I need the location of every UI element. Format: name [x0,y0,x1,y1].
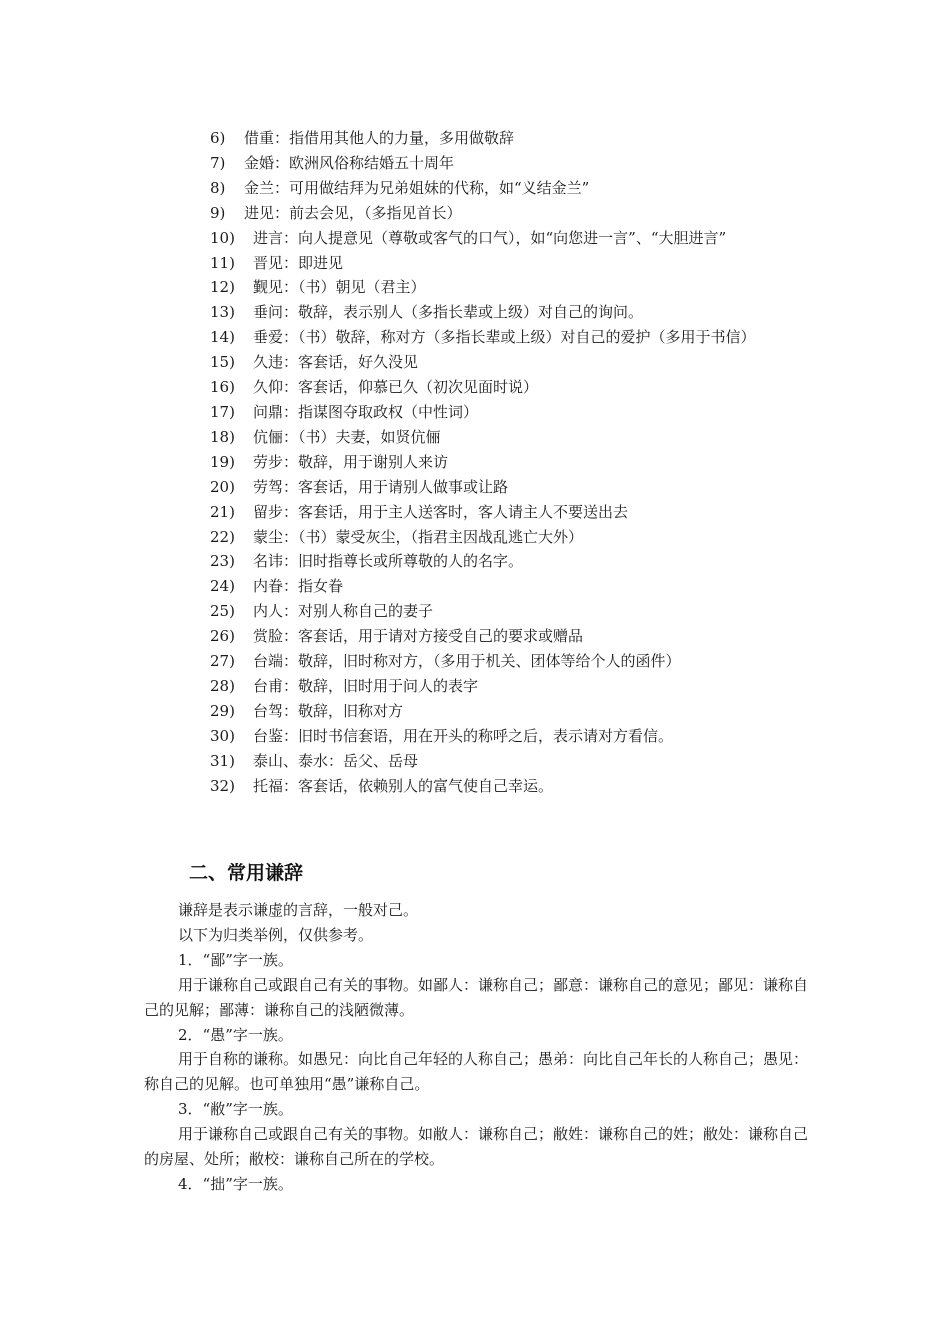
list-item [210,674,800,699]
item-number: 8) [210,178,226,197]
list-item [210,201,800,226]
list-item [210,325,800,350]
item-text: 台鉴：旧时书信套语，用在开头的称呼之后，表示请对方看信。 [253,726,674,745]
item-text: 久仰：客套话，仰慕已久（初次见面时说） [253,378,539,397]
item-text: 金婚：欧洲风俗称结婚五十周年 [244,153,455,172]
list-item [210,176,800,201]
item-number: 26) [210,627,235,646]
item-text: 劳步：敬辞，用于谢别人来访 [253,452,449,471]
section-heading: 二、常用谦辞 [189,862,304,884]
list-item [210,450,800,475]
item-number: 18) [210,427,235,446]
list-item [210,475,800,500]
list-item [210,251,800,276]
paragraph: 用于自称的谦称。如愚兄：向比自己年轻的人称自己；愚弟：向比自己年长的人称自己；愚见：称自己的见解。也可单独用“愚”谦称自己。 [144,1050,809,1094]
item-text: 内眷：指女眷 [253,577,344,596]
list-item [210,425,800,450]
item-number: 15) [210,353,235,372]
paragraph: 谦辞是表示谦虚的言辞，一般对己。 [178,901,419,919]
item-number: 11) [210,253,235,272]
paragraph: 用于谦称自己或跟自己有关的事物。如敝人：谦称自己；敝姓：谦称自己的姓；敝处：谦称自己的房屋、处所；敝校：谦称自己所在的学校。 [144,1125,809,1169]
item-text: 进言：向人提意见（尊敬或客气的口气），如“向您进一言”、“大胆进言” [253,228,727,247]
item-number: 21) [210,502,235,521]
item-number: 32) [210,776,235,795]
item-text: 伉俪：（书）夫妻，如贤伉俪 [253,427,441,446]
item-text: 名讳：旧时指尊长或所尊敬的人的名字。 [253,552,524,571]
item-text: 进见：前去会见，（多指见首长） [244,203,462,222]
item-text: 觐见：（书）朝见（君主） [253,278,426,297]
item-number: 22) [210,527,235,546]
item-text: 借重：指借用其他人的力量，多用做敬辞 [244,129,515,147]
item-text: 台甫：敬辞，旧时用于问人的表字 [253,676,479,695]
list-item [210,400,800,425]
item-number: 13) [210,303,235,322]
item-number: 20) [210,477,235,496]
list-item [210,749,800,774]
list-item [210,574,800,599]
item-number: 12) [210,278,235,297]
list-item [210,226,800,251]
item-number: 17) [210,402,235,421]
paragraph: 用于谦称自己或跟自己有关的事物。如鄙人：谦称自己；鄙意：谦称自己的意见；鄙见：谦称自己的见解；鄙薄：谦称自己的浅陋微薄。 [144,975,809,1019]
item-number: 7) [210,153,226,172]
item-number: 30) [210,726,235,745]
list-item [210,549,800,574]
list-item [210,151,800,176]
item-text: 内人：对别人称自己的妻子 [253,602,434,621]
item-number: 24) [210,577,235,596]
list-item [210,500,800,525]
item-text: 问鼎：指谋图夺取政权（中性词） [253,402,479,421]
item-text: 久违：客套话，好久没见 [253,353,419,372]
honorifics-list [210,126,800,798]
list-item [210,774,800,799]
paragraph: 4．“拙”字一族。 [178,1174,293,1193]
list-item [210,699,800,724]
list-item [210,300,800,325]
paragraph: 1．“鄙”字一族。 [178,950,293,969]
list-item [210,724,800,749]
item-number: 25) [210,602,235,621]
list-item [210,624,800,649]
item-number: 29) [210,701,235,720]
item-text: 托福：客套话，依赖别人的富气使自己幸运。 [253,776,554,795]
item-text: 晋见：即进见 [253,253,344,272]
item-text: 金兰：可用做结拜为兄弟姐妹的代称，如“义结金兰” [244,178,590,197]
item-number: 9) [210,203,226,222]
item-number: 31) [210,751,235,770]
item-text: 蒙尘：（书）蒙受灰尘，（指君主因战乱逃亡大外） [253,527,584,546]
list-item [210,649,800,674]
item-text: 垂爱：（书）敬辞，称对方（多指长辈或上级）对自己的爱护（多用于书信） [253,328,756,347]
item-number: 23) [210,552,235,571]
item-number: 10) [210,228,235,247]
paragraph: 以下为归类举例，仅供参考。 [178,925,374,944]
item-text: 留步：客套话，用于主人送客时，客人请主人不要送出去 [253,502,629,521]
list-item [210,350,800,375]
item-number: 19) [210,452,235,471]
paragraph: 2．“愚”字一族。 [178,1025,293,1044]
item-number: 27) [210,652,235,671]
list-item [210,126,800,151]
item-text: 台端：敬辞，旧时称对方，（多用于机关、团体等给个人的函件） [253,652,681,671]
list-item [210,275,800,300]
item-number: 28) [210,676,235,695]
item-text: 劳驾：客套话，用于请别人做事或让路 [253,477,509,496]
item-text: 赏脸：客套话，用于请对方接受自己的要求或赠品 [253,627,584,646]
item-number: 16) [210,378,235,397]
item-text: 垂问：敬辞，表示别人（多指长辈或上级）对自己的询问。 [253,303,644,322]
list-item [210,599,800,624]
item-number: 6) [210,129,226,147]
section-body [144,898,808,1197]
item-number: 14) [210,328,235,347]
list-item [210,525,800,550]
item-text: 台驾：敬辞，旧称对方 [253,701,404,720]
item-text: 泰山、泰水：岳父、岳母 [253,751,419,770]
list-item [210,375,800,400]
paragraph: 3．“敝”字一族。 [178,1100,293,1119]
